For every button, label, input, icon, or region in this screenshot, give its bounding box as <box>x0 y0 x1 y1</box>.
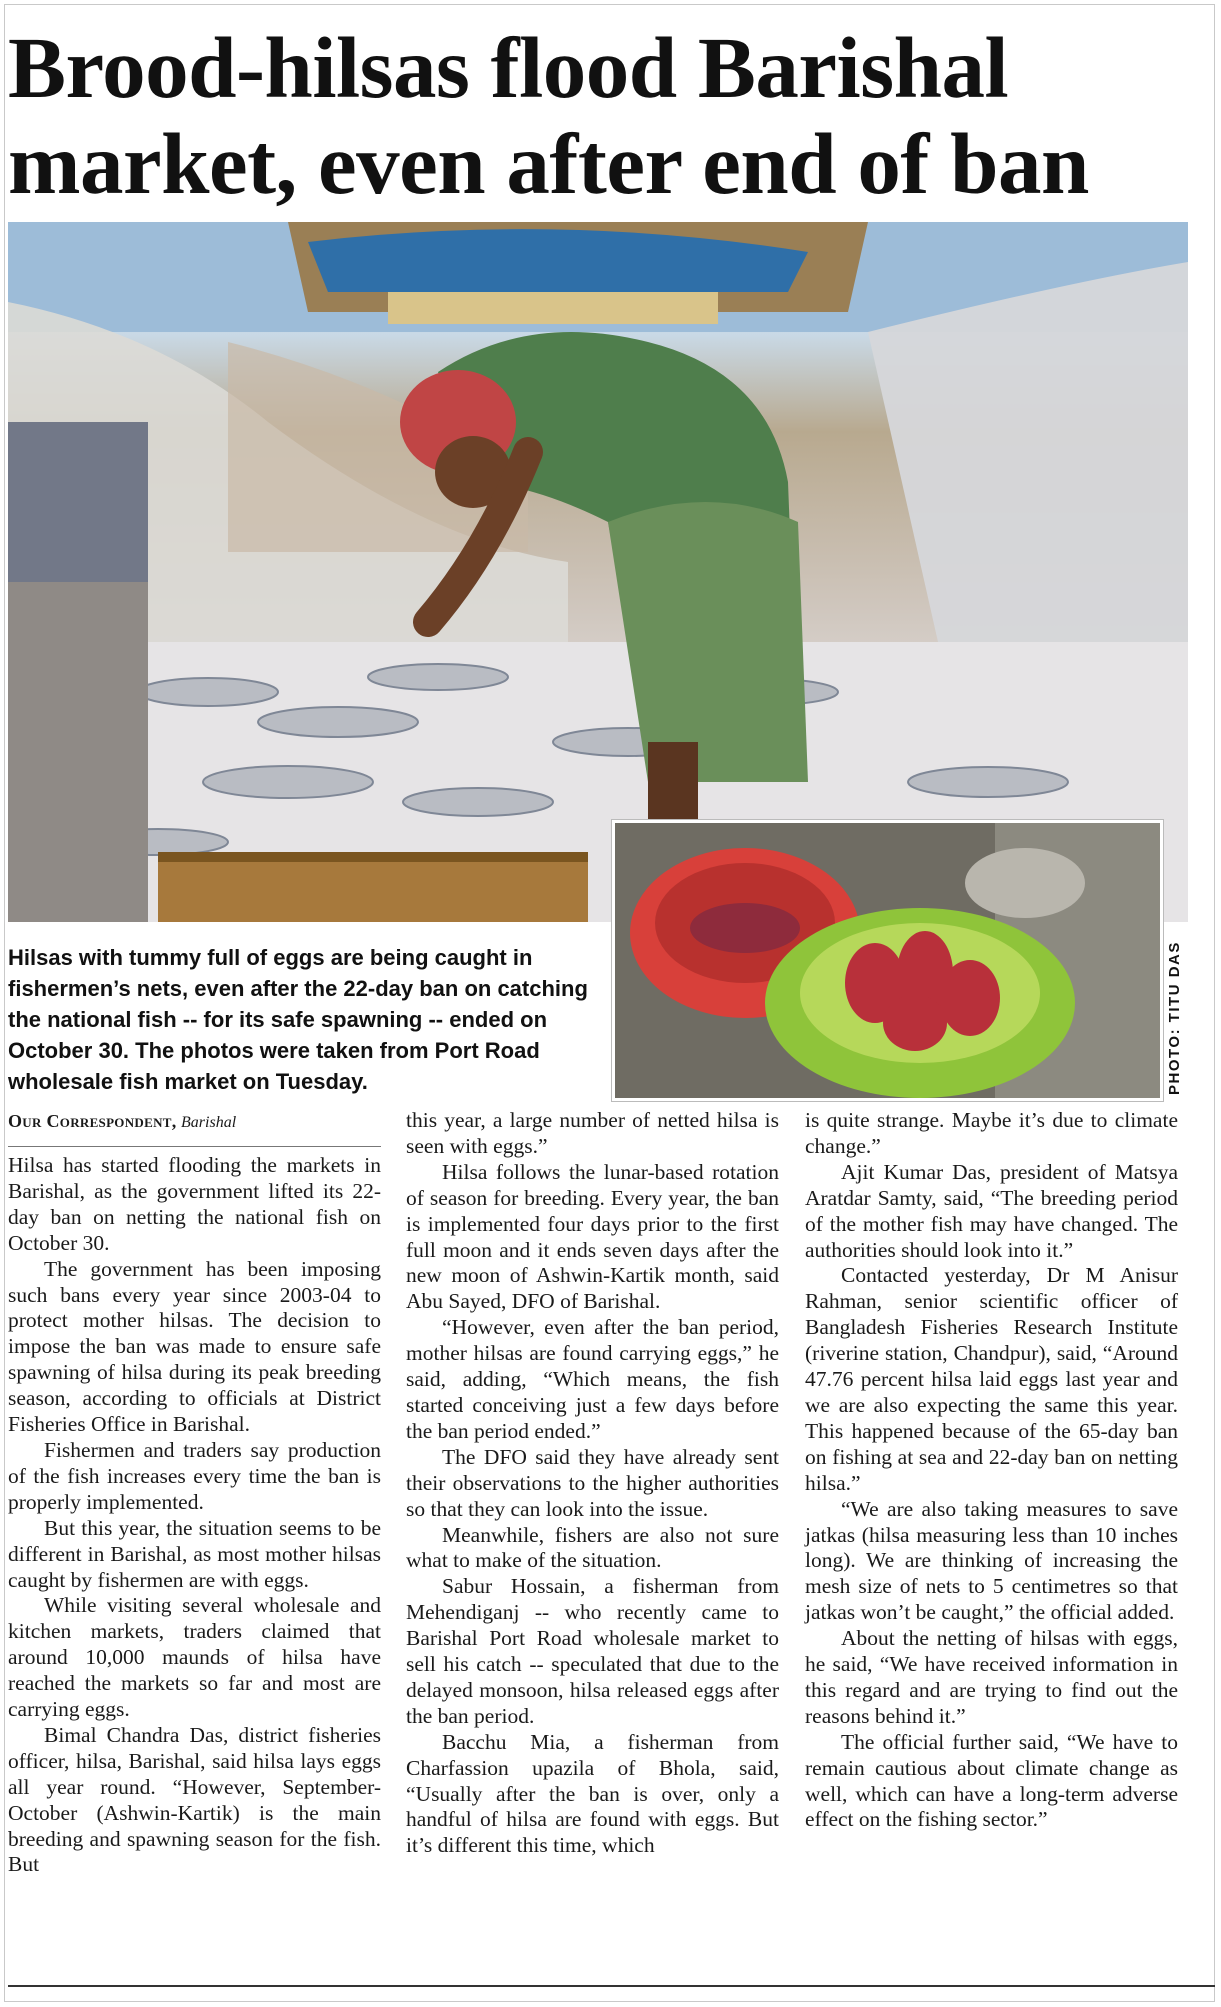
inset-photo <box>612 820 1163 1101</box>
paragraph: About the netting of hilsas with eggs, he said, “We have received information in this regard and are trying to find out the reasons behind it.” <box>805 1626 1178 1728</box>
paragraph: Ajit Kumar Das, president of Matsya Aratdar Samty, said, “The breeding period of the mother fish may have changed. The authorities should look into it.” <box>805 1159 1178 1262</box>
article-column-2 <box>406 1108 779 1859</box>
paragraph: “However, even after the ban period, mother hilsas are found carrying eggs,” he said, adding, “Which means, the fish started conceiving just a few days before the ban period ended.” <box>406 1315 779 1443</box>
paragraph: this year, a large number of netted hilsa is seen with eggs.” <box>406 1108 779 1158</box>
article-column-3 <box>805 1108 1178 1833</box>
byline-name: Our Correspondent, <box>8 1111 177 1131</box>
article-column-1 <box>8 1108 381 1878</box>
caption-box <box>8 922 611 1106</box>
headline-line-2: market, even after end of ban <box>8 115 1089 212</box>
bottom-rule <box>8 1985 1215 1987</box>
headline <box>8 20 1188 212</box>
paragraph: The DFO said they have already sent their observations to the higher authorities so that they can look into the issue. <box>406 1444 779 1521</box>
paragraph: Bimal Chandra Das, district fisheries officer, hilsa, Barishal, said hilsa lays eggs all year round. “However, September-October (Ashwin-Kartik) is the main breeding and spawning season for the fish. But <box>8 1722 381 1877</box>
paragraph: “We are also taking measures to save jatkas (hilsa measuring less than 10 inches long). We are thinking of increasing the mesh size of nets to 5 centimetres so that jatkas won’t be caught,” the official added. <box>805 1496 1178 1625</box>
paragraph: Fishermen and traders say production of the fish increases every time the ban is properly implemented. <box>8 1437 381 1514</box>
market-scene-illustration <box>8 222 1188 922</box>
paragraph: Contacted yesterday, Dr M Anisur Rahman, senior scientific officer of Bangladesh Fisheries Research Institute (riverine station, Chandpur), said, “Around 47.76 percent hilsa laid eggs last year and we are also expecting the same this year. This happened because of the 65-day ban on fishing at sea and 22-day ban on netting hilsa.” <box>805 1263 1178 1495</box>
paragraph: The government has been imposing such bans every year since 2003-04 to protect mother hilsas. The decision to impose the ban was made to ensure safe spawning of hilsa during its peak breeding season, according to officials at District Fisheries Office in Barishal. <box>8 1256 381 1437</box>
paragraph: Hilsa has started flooding the markets in Barishal, as the government lifted its 22-day ban on netting the national fish on October 30. <box>8 1153 381 1255</box>
bowls-of-fish-eggs-illustration <box>615 823 1160 1098</box>
paragraph: Bacchu Mia, a fisherman from Charfassion upazila of Bhola, said, “Usually after the ban is over, only a handful of hilsa are found with eggs. But it’s different this time, which <box>406 1729 779 1858</box>
byline-place: Barishal <box>181 1114 237 1131</box>
paragraph: While visiting several wholesale and kitchen markets, traders claimed that around 10,000 maunds of hilsa have reached the markets so far and most are carrying eggs. <box>8 1593 381 1722</box>
paragraph: Sabur Hossain, a fisherman from Mehendiganj -- who recently came to Barishal Port Road wholesale market to sell his catch -- speculated that due to the delayed monsoon, hilsa released eggs after the ban period. <box>406 1574 779 1728</box>
photo-caption: Hilsas with tummy full of eggs are being caught in fishermen’s nets, even after the 22-day ban on catching the national fish -- for its safe spawning -- ended on October 30. The photos were taken from Port Road wholesale fish market on Tuesday. <box>8 945 588 1094</box>
main-photo <box>8 222 1188 922</box>
byline <box>8 1108 381 1147</box>
headline-line-1: Brood-hilsas flood Barishal <box>8 19 1009 116</box>
paragraph: Meanwhile, fishers are also not sure what to make of the situation. <box>406 1522 779 1573</box>
paragraph: But this year, the situation seems to be different in Barishal, as most mother hilsas caught by fishermen are with eggs. <box>8 1515 381 1592</box>
photo-credit: PHOTO: TITU DAS <box>1166 941 1183 1095</box>
paragraph: The official further said, “We have to remain cautious about climate change as well, which can have a long-term adverse effect on the fishing sector.” <box>805 1729 1178 1832</box>
paragraph: is quite strange. Maybe it’s due to climate change.” <box>805 1108 1178 1158</box>
paragraph: Hilsa follows the lunar-based rotation of season for breeding. Every year, the ban is implemented four days prior to the first full moon and it ends seven days after the new moon of Ashwin-Kartik month, said Abu Sayed, DFO of Barishal. <box>406 1159 779 1314</box>
